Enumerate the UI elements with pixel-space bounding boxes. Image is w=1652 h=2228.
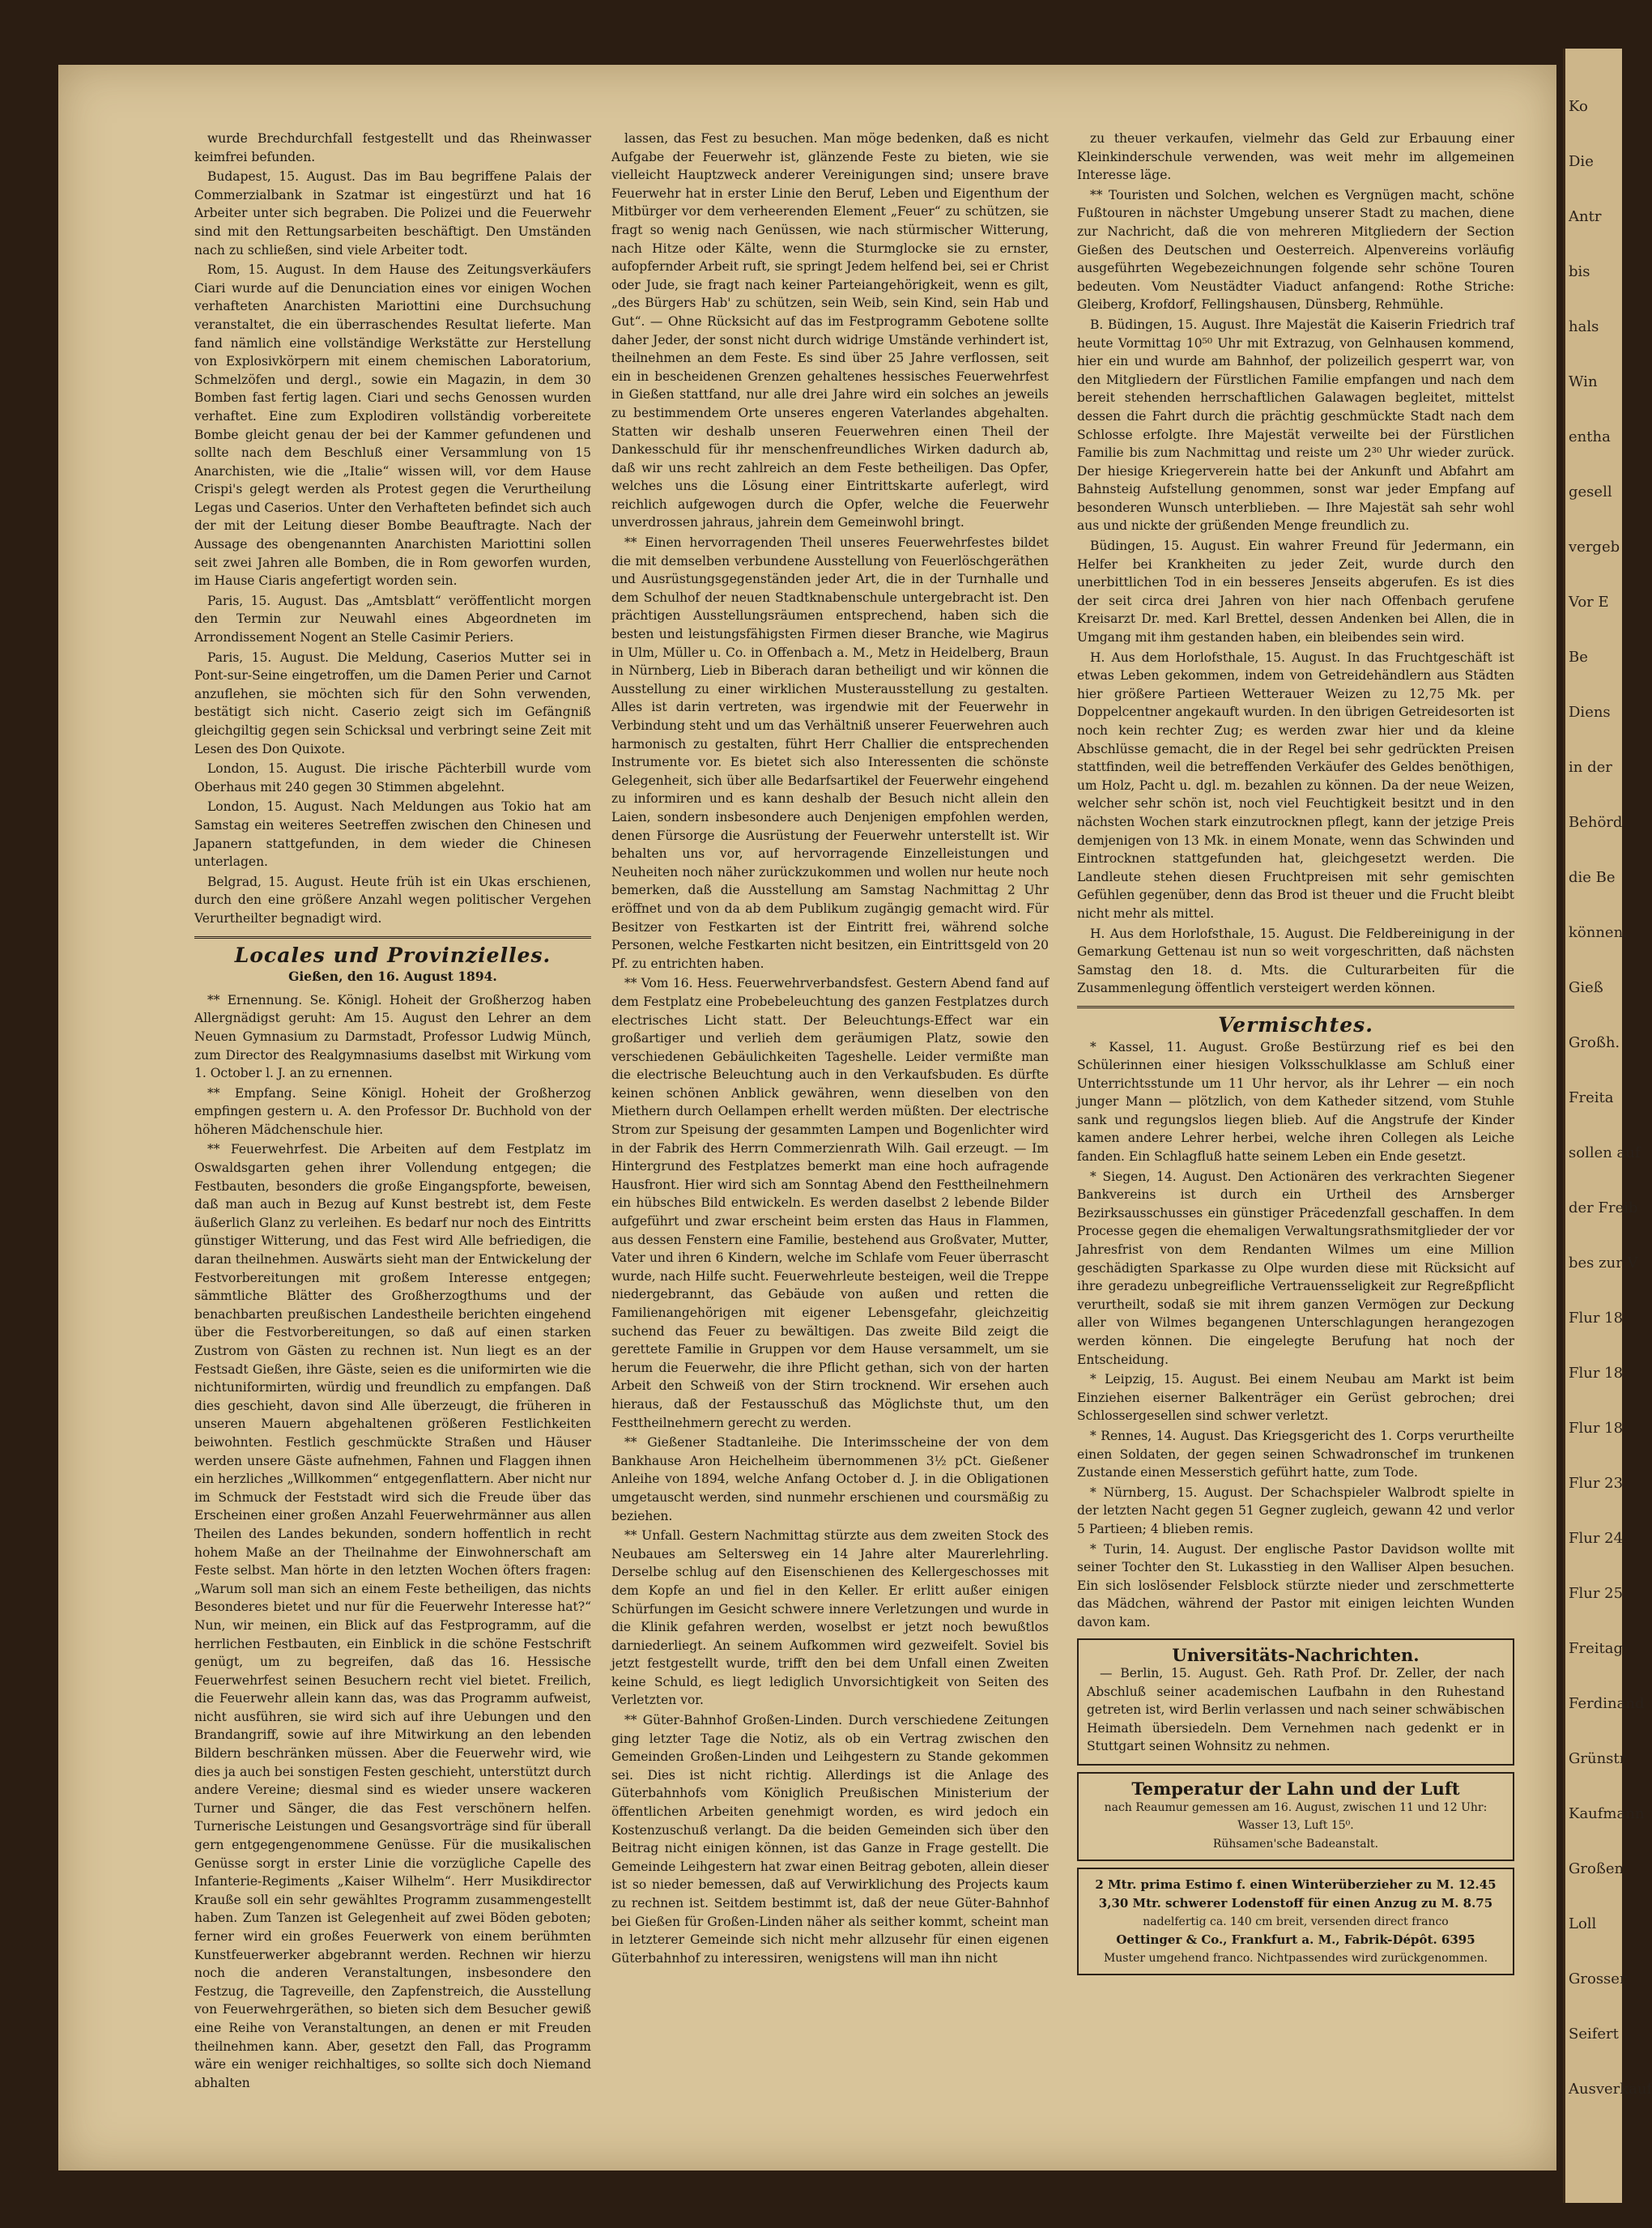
column-1 bbox=[194, 130, 591, 2094]
edge-text: Gieß bbox=[1569, 979, 1603, 996]
dateline: Gießen, den 16. August 1894. bbox=[288, 969, 497, 985]
edge-text: die Be bbox=[1569, 869, 1616, 886]
edge-text: Die bbox=[1569, 153, 1594, 170]
article: * Kassel, 11. August. Große Bestürzung rief es bei den Schülerinnen einer hiesigen Volksschulklasse am Schluß einer Unterrichtsstunde um 11 Uhr hervor, als ihr Lehrer — ein noch junger Mann — plötzlich, von dem Katheder sitzend, vom Stuhle sank und regungslos liegen blieb. Auf die Angstrufe der Kinder kamen andere Lehrer herbei, welche ihren Collegen als Leiche fanden. Ein Schlagfluß hatte seinem Leben ein Ende gesetzt. bbox=[1077, 1039, 1514, 1165]
article: * Nürnberg, 15. August. Der Schachspieler Walbrodt spielte in der letzten Nacht gegen 51 Gegner zugleich, gewann 42 und verlor 5 Partieen; 4 blieben remis. bbox=[1077, 1485, 1514, 1536]
edge-text: Großh. bbox=[1569, 1034, 1620, 1051]
edge-text: der Freib bbox=[1569, 1199, 1638, 1216]
article: B. Büdingen, 15. August. Ihre Majestät die Kaiserin Friedrich traf heute Vormittag 10⁵⁰ Uhr mit Extrazug, von Gelnhausen kommend, hier ein und wurde am Bahnhof, der polizeilich gesperrt war, von den Mitgliedern der Fürstlichen Familie empfangen und nach dem bereit stehenden herrschaftlichen Galawagen begleitet, mittelst dessen die Fahrt durch die prächtig geschmückte Stadt nach dem Schlosse erfolgte. Ihre Majestät verweilte bei der Fürstlichen Familie bis zum Nachmittag und reiste um 2³⁰ Uhr wieder zurück. Der hiesige Kriegerverein hatte bei der Ankunft und Abfahrt am Bahnsteig Aufstellung genommen, sonst war jeder Empfang auf besonderen Wunsch unterblieben. — Ihre Majestät sah sehr wohl aus und nickte der grüßenden Menge freundlich zu. bbox=[1077, 317, 1514, 534]
edge-text: Seifert bbox=[1569, 2026, 1619, 2043]
article: * Rennes, 14. August. Das Kriegsgericht des 1. Corps verurtheilte einen Soldaten, der gegen seinen Schwadronschef im trunkenen Zustande einen Messerstich geführt hatte, zum Tode. bbox=[1077, 1428, 1514, 1480]
ad-line: Muster umgehend franco. Nichtpassendes wird zurückgenommen. bbox=[1103, 1951, 1488, 1965]
article: ** Güter-Bahnhof Großen-Linden. Durch verschiedene Zeitungen ging letzter Tage die Notiz, als ob ein Vertrag zwischen den Gemeinden Großen-Linden und Leihgestern zu Stande gekommen sei. Dies ist nicht richtig. Allerdings ist die Anlage des Güterbahnhofs vom Königlich Preußischen Ministerium der öffentlichen Arbeiten genehmigt worden, es wird jedoch ein Kostenzuschuß verlangt. Da die beiden Gemeinden sich über den Beitrag nicht einigen können, ist das Ganze in Frage gestellt. Die Gemeinde Leihgestern hat zwar einen Beitrag geboten, allein dieser ist so nieder bemessen, daß auf Verwirklichung des Projects kaum zu rechnen ist. Seitdem bestimmt ist, daß der neue Güter-Bahnhof bei Gießen für Großen-Linden näher als seither kommt, scheint man in letzterer Gemeinde sich nicht mehr allzusehr für einen eigenen Güterbahnhof zu interessiren, wenigstens will man ihn nicht bbox=[611, 1713, 1049, 1966]
edge-text: Grünstr bbox=[1569, 1750, 1627, 1767]
edge-text: Flur 25 bbox=[1569, 1585, 1624, 1602]
article: ** Touristen und Solchen, welchen es Vergnügen macht, schöne Fußtouren in nächster Umgebung unserer Stadt zu machen, diene zur Nachricht, daß die von mehreren Mitgliedern der Section Gießen des Deutschen und Oesterreich. Alpenvereins vorläufig ausgeführten Wegebezeichnungen folgende sehr schöne Touren bedeuten. Vom Neustädter Viaduct anfangend: Rothe Striche: Gleiberg, Krofdorf, Fellingshausen, Dünsberg, Rehmühle. bbox=[1077, 187, 1514, 313]
article: ** Ernennung. Se. Königl. Hoheit der Großherzog haben Allergnädigst geruht: Am 15. August den Lehrer an dem Neuen Gymnasium zu Darmstadt, Professor Ludwig Münch, zum Director des Realgymnasiums daselbst mit Wirkung vom 1. October l. J. an zu ernennen. bbox=[194, 992, 591, 1081]
university-news-text: — Berlin, 15. August. Geh. Rath Prof. Dr. Zeller, der nach Abschluß seiner academischen Laufbahn in den Ruhestand getreten ist, wird Berlin verlassen und nach seiner schwäbischen Heimath übersiedeln. Dem Vernehmen nach gedenkt er in Stuttgart seinen Wohnsitz zu nehmen. bbox=[1087, 1666, 1505, 1754]
article: ** Unfall. Gestern Nachmittag stürzte aus dem zweiten Stock des Neubaues am Seltersweg ein 14 Jahre alter Maurerlehrling. Derselbe schlug auf den Eisenschienen des Kellergeschosses mit dem Kopfe an und fiel in den Keller. Er erlitt außer einigen Schürfungen im Gesicht schwere innere Verletzungen und wurde in die Klinik gefahren werden, woselbst er jetzt noch bewußtlos darniederliegt. An seinem Aufkommen wird gezweifelt. Soviel bis jetzt festgestellt wurde, trifft den bei dem Unfall einen Zweiten keine Schuld, es liegt lediglich Unvorsichtigkeit von Seiten des Verletzten vor. bbox=[611, 1528, 1049, 1708]
temperature-line: Wasser 13, Luft 15⁰. bbox=[1237, 1819, 1354, 1833]
article: Büdingen, 15. August. Ein wahrer Freund für Jedermann, ein Helfer bei Krankheiten zu jeder Zeit, wurde durch den unerbittlichen Tod in ein besseres Jenseits abgerufen. Es ist dies der seit circa drei Jahren von hier nach Offenbach gerufene Kreisarzt Dr. med. Karl Brettel, dessen Andenken bei Allen, die in Umgang mit ihm gestanden haben, ein bleibendes sein wird. bbox=[1077, 539, 1514, 645]
edge-text: Ko bbox=[1569, 98, 1588, 115]
university-news-box bbox=[1077, 1638, 1514, 1766]
edge-text: Flur 18 bbox=[1569, 1310, 1624, 1327]
article: London, 15. August. Die irische Pächterbill wurde vom Oberhaus mit 240 gegen 30 Stimmen abgelehnt. bbox=[194, 761, 591, 794]
edge-text: Flur 24 bbox=[1569, 1530, 1624, 1547]
edge-text: hals bbox=[1569, 318, 1599, 335]
temperature-line: Rühsamen'sche Badeanstalt. bbox=[1212, 1837, 1379, 1851]
section-title: Locales und Provinzielles. bbox=[234, 943, 551, 967]
edge-text: können. bbox=[1569, 924, 1628, 941]
edge-text: Antr bbox=[1569, 208, 1602, 225]
article: ** Gießener Stadtanleihe. Die Interimsscheine der von dem Bankhause Aron Heichelheim übernommenen 3½ pCt. Gießener Anleihe von 1894, welche Anfang October d. J. in die Obligationen umgetauscht werden, sind nunmehr erschienen und coursmäßig zu beziehen. bbox=[611, 1435, 1049, 1523]
article: Paris, 15. August. Das „Amtsblatt“ veröffentlicht morgen den Termin zur Neuwahl eines Abgeordneten im Arrondissement Nogent an Stelle Casimir Periers. bbox=[194, 593, 591, 645]
edge-text: Kaufmann bbox=[1569, 1805, 1645, 1822]
column-3 bbox=[1077, 130, 1514, 1982]
edge-text: Freitag bbox=[1569, 1640, 1623, 1657]
edge-text: Loll bbox=[1569, 1915, 1597, 1932]
article: ** Feuerwehrfest. Die Arbeiten auf dem Festplatz im Oswaldsgarten gehen ihrer Vollendung entgegen; die Festbauten, besonders die große Eingangspforte, beweisen, daß man auch in Bezug auf Kunst bestrebt ist, dem Feste äußerlich Glanz zu verleihen. Es bedarf nur noch des Eintritts günstiger Witterung, und das Fest wird Alle befriedigen, die daran theilnehmen. Auswärts sieht man der Entwickelung der Festvorbereitungen mit großem Interesse entgegen; sämmtliche Blätter des Großherzogthums und der benachbarten preußischen Landestheile berichten eingehend über die Festvorbereitungen, so daß auf einen starken Zustrom von Gästen zu rechnen ist. Nun liegt es an der Festsadt Gießen, ihre Gäste, seien es die uniformirten wie die nichtuniformirten, würdig und freundlich zu empfangen. Daß dies geschieht, davon sind Alle überzeugt, die früheren in unseren Mauern abgehaltenen größeren Festlichkeiten beiwohnten. Festlich geschmückte Straßen und Häuser werden unsere Gäste aufnehmen, Fahnen und Flaggen ihnen ein herzliches „Willkommen“ entgegenflattern. Aber nicht nur im Schmuck der Feststadt wird sich die Freude über das Erscheinen einer großen Anzahl Feuerwehrmänner aus allen Theilen des Landes bekunden, sondern hoffentlich in recht hohem Maße an der Theilnahme der Einwohnerschaft am Feste selbst. Man hörte in den letzten Wochen öfters fragen: „Warum soll man sich an einem Feste betheiligen, das nichts Besonderes bietet und nur für die Feuerwehr Interesse hat?“ Nun, wir meinen, ein Blick auf das Festprogramm, auf die herrlichen Festbauten, ein Einblick in die schöne Festschrift genügt, um zu begreifen, daß das 16. Hessische Feuerwehrfest seinen Besuchern recht viel bietet. Freilich, die Feuerwehr allein kann das, was das Programm aufweist, nicht ausführen, sie wird sich auf ihre Uebungen und den Brandangriff, sowie auf ihre Mitwirkung an den lebenden Bildern beschränken müssen. Aber die Feuerwehr wird, wie dies ja auch bei sonstigen Festen geschieht, unterstützt durch andere Vereine; diesmal sind es wieder unsere wackeren Turner und Sänger, die das Fest verschönern helfen. Turnerische Leistungen und Gesangsvorträge sind für überall gern entgegengenommene Genüsse. Für die musikalischen Genüsse sorgt in erster Linie die vorzügliche Capelle des Infanterie-Regiments „Kaiser Wilhelm“. Herr Musikdirector Krauße soll ein sehr gewähltes Programm zusammengestellt haben. Zum Tanzen ist Gelegenheit auf zwei Böden geboten; ferner wird ein großes Feuerwerk von einem berühmten Kunstfeuerwerker abgebrannt werden. Rechnen wir hierzu noch die anderen Veranstaltungen, insbesondere den Festzug, die Tagreveille, den Zapfenstreich, die Ausstellung von Feuerwehrgeräthen, so bieten sich dem Besucher gewiß eine Reihe von Veranstaltungen, an denen er mit Freuden theilnehmen kann. Aber, gesetzt den Fall, das Programm wäre ein weniger reichhaltiges, so sollte sich doch Niemand abhalten bbox=[194, 1142, 591, 2090]
edge-text: Behörd bbox=[1569, 814, 1623, 831]
article: zu theuer verkaufen, vielmehr das Geld zur Erbauung einer Kleinkinderschule verwenden, was weit mehr im allgemeinen Interesse läge. bbox=[1077, 131, 1514, 183]
article: * Turin, 14. August. Der englische Pastor Davidson wollte mit seiner Tochter den St. Lukasstieg in den Walliser Alpen besuchen. Ein sich loslösender Felsblock stürzte nieder und zerschmetterte das Mädchen, während der Pastor mit einigen leichten Wunden davon kam. bbox=[1077, 1541, 1514, 1629]
adjacent-page-edge bbox=[1563, 49, 1652, 2203]
edge-text: Ferdinand bbox=[1569, 1695, 1645, 1712]
edge-text: bes zur V bbox=[1569, 1255, 1638, 1272]
ad-line: nadelfertig ca. 140 cm breit, versenden direct franco bbox=[1143, 1915, 1449, 1928]
article: Rom, 15. August. In dem Hause des Zeitungsverkäufers Ciari wurde auf die Denunciation eines vor einigen Wochen verhafteten Anarchisten Mariottini eine Durchsuchung veranstaltet, die ein überraschendes Resultat lieferte. Man fand nämlich eine vollständige Werkstätte zur Herstellung von Explosivkörpern mit einem chemischen Laboratorium, Schmelzöfen und dergl., sowie ein Magazin, in dem 30 Bomben fast fertig lagen. Ciari und sechs Genossen wurden verhaftet. Eine zum Explodiren vollständig vorbereitete Bombe gleicht genau der bei der Kammer gefundenen und sollte nach dem Beschluß einer Versammlung von 15 Anarchisten, wie die „Italie“ wissen will, vor dem Hause Crispi's gelegt werden als Protest gegen die Verurtheilung Legas und Caserios. Unter den Verhafteten befindet sich auch der mit der Leitung dieser Bombe Beauftragte. Nach der Aussage des obengenannten Anarchisten Mariottini sollen seit zwei Jahren alle Bomben, die in Rom geworfen wurden, im Hause Ciaris angefertigt worden sein. bbox=[194, 262, 591, 589]
article: * Siegen, 14. August. Den Actionären des verkrachten Siegener Bankvereins ist durch ein Urtheil des Arnsberger Bezirksausschusses ein günstiger Präcedenzfall geschaffen. In dem Processe gegen die ehemaligen Verwaltungsrathsmitglieder der vor Jahresfrist von dem Rendanten Wilmes um eine Million geschädigten Sparkasse zu Olpe wurden diese mit Rücksicht auf ihre geradezu unbegreifliche Vertrauensseligkeit zur Regreßpflicht verurtheilt, sodaß sie mit ihrem ganzen Vermögen zur Deckung aller von Wilmes begangenen Unterschlagungen herangezogen werden können. Die eingelegte Berufung hat noch der Entscheidung. bbox=[1077, 1169, 1514, 1367]
temperature-box bbox=[1077, 1772, 1514, 1861]
article: Paris, 15. August. Die Meldung, Caserios Mutter sei in Pont-sur-Seine eingetroffen, um die Damen Perier und Carnot anzuflehen, sie möchten sich für den Sohn verwenden, bestätigt sich nicht. Caserio zeigt sich im Gefängniß gleichgiltig gegen sein Schicksal und verbringt seine Zeit mit Lesen des Don Quixote. bbox=[194, 650, 591, 756]
edge-text: Freita bbox=[1569, 1089, 1614, 1106]
edge-text: Flur 18 bbox=[1569, 1365, 1624, 1382]
edge-text: Be bbox=[1569, 649, 1588, 666]
article: ** Vom 16. Hess. Feuerwehrverbandsfest. Gestern Abend fand auf dem Festplatz eine Probebeleuchtung des ganzen Festplatzes durch electrisches Licht statt. Der Beleuchtungs-Effect war ein großartiger und verlieh dem geräumigen Platz, sowie den verschiedenen Gebäulichkeiten Tageshelle. Leider vermißte man die electrische Beleuchtung auch in den Verkaufsbuden. Es dürfte keinen schönen Anblick gewähren, wenn dieselben von den Miethern durch Oellampen erhellt werden müßten. Der electrische Strom zur Speisung der gesammten Lampen und Bogenlichter wird in der Fabrik des Herrn Commerzienrath Wilh. Gail erzeugt. — Im Hintergrund des Festplatzes bemerkt man eine hoch aufragende Hausfront. Hier wird sich am Sonntag Abend den Festtheilnehmern ein hübsches Bild entwickeln. Es werden daselbst 2 lebende Bilder aufgeführt und zwar erscheint beim ersten das Haus in Flammen, aus dessen Fenstern eine Familie, bestehend aus Großvater, Mutter, Vater und ihren 6 Kindern, welche im Schlafe vom Feuer überrascht wurde, nach Hilfe sucht. Feuerwehrleute besteigen, weil die Treppe niedergebrannt, das Gebäude von außen und retten die Familienangehörigen mit eigener Lebensgefahr, gleichzeitig suchend das Feuer zu bewältigen. Das zweite Bild zeigt die gerettete Familie in Gruppen vor dem Hause versammelt, um sie herum die Feuerwehr, die ihre Pflicht gethan, sich von der harten Arbeit den Schweiß von der Stirn trocknend. Wir ersehen auch hieraus, daß der Festausschuß das Möglichste thut, um den Festtheilnehmern gerecht zu werden. bbox=[611, 976, 1049, 1430]
edge-text: Diens bbox=[1569, 704, 1611, 721]
edge-text: vergeb bbox=[1569, 539, 1620, 556]
ad-line: 3,30 Mtr. schwerer Lodenstoff für einen Anzug zu M. 8.75 bbox=[1098, 1896, 1493, 1911]
edge-text: Flur 18 bbox=[1569, 1420, 1624, 1437]
temperature-title: Temperatur der Lahn und der Luft bbox=[1131, 1779, 1460, 1800]
edge-text: Win bbox=[1569, 373, 1598, 390]
edge-text: entha bbox=[1569, 428, 1611, 445]
ad-line: 2 Mtr. prima Estimo f. einen Winterüberzieher zu M. 12.45 bbox=[1095, 1877, 1497, 1893]
article: Budapest, 15. August. Das im Bau begriffene Palais der Commerzialbank in Szatmar ist eingestürzt und hat 16 Arbeiter unter sich begraben. Die Polizei und die Feuerwehr sind mit den Rettungsarbeiten beschäftigt. Den Umständen nach zu schließen, sind viele Arbeiter todt. bbox=[194, 169, 591, 258]
edge-text: Vor E bbox=[1569, 594, 1609, 611]
edge-text: Ausverkauf bbox=[1569, 2081, 1652, 2098]
article: Belgrad, 15. August. Heute früh ist ein Ukas erschienen, durch den eine größere Anzahl wegen politischer Vergehen Verurtheilter begnadigt wird. bbox=[194, 874, 591, 926]
article: lassen, das Fest zu besuchen. Man möge bedenken, daß es nicht Aufgabe der Feuerwehr ist, glänzende Feste zu bieten, wie sie vielleicht Hauptzweck anderer Vereinigungen sind; unsere brave Feuerwehr hat in erster Linie den Beruf, Leben und Eigenthum der Mitbürger vor dem verheerenden Element „Feuer“ zu schützen, sie fragt so wenig nach Genüssen, wie nach stürmischer Witterung, nach Hitze oder Kälte, wenn die Sturmglocke sie zu ernster, aufopfernder Arbeit ruft, sie springt Jedem helfend bei, sei er Christ oder Jude, sie fragt nach keiner Parteiangehörigkeit, wenn es gilt, „des Bürgers Hab' zu schützen, sein Weib, sein Kind, sein Hab und Gut“. — Ohne Rücksicht auf das im Festprogramm Gebotene sollte daher Jeder, der sonst nicht durch widrige Umstände verhindert ist, theilnehmen an dem Feste. Es sind über 25 Jahre verflossen, seit ein in bescheidenen Grenzen gehaltenes hessisches Feuerwehrfest in Gießen stattfand, nur alle drei Jahre wird ein solches an jeweils zu bestimmendem Orte unseres engeren Vaterlandes abgehalten. Statten wir deshalb unseren Feuerwehren einen Theil der Dankesschuld für ihr menschenfreundliches Wirken dadurch ab, daß wir uns recht zahlreich an dem Feste betheiligen. Das Opfer, welches uns die Lösung einer Eintrittskarte auferlegt, wird reichlich aufgewogen durch die Opfer, welche die Feuerwehr unverdrossen jahraus, jahrein dem Gemeinwohl bringt. bbox=[611, 131, 1049, 530]
ad-line: Oettinger & Co., Frankfurt a. M., Fabrik-Dépôt. 6395 bbox=[1116, 1932, 1475, 1948]
column-2 bbox=[611, 130, 1049, 1969]
temperature-line: nach Reaumur gemessen am 16. August, zwischen 11 und 12 Uhr: bbox=[1104, 1800, 1488, 1814]
article: * Leipzig, 15. August. Bei einem Neubau am Markt ist beim Einziehen eiserner Balkenträger ein Gerüst gebrochen; drei Schlossergesellen sind schwer verletzt. bbox=[1077, 1372, 1514, 1424]
article: wurde Brechdurchfall festgestellt und das Rheinwasser keimfrei befunden. bbox=[194, 131, 591, 164]
edge-text: Grosser bbox=[1569, 1970, 1627, 1987]
article: ** Empfang. Seine Königl. Hoheit der Großherzog empfingen gestern u. A. den Professor Dr. Buchhold von der höheren Mädchenschule hier. bbox=[194, 1085, 591, 1137]
edge-text: in der bbox=[1569, 759, 1612, 776]
edge-text: bis bbox=[1569, 263, 1590, 280]
edge-text: Flur 23 bbox=[1569, 1475, 1624, 1492]
divider bbox=[194, 936, 591, 939]
edge-text: Großen bbox=[1569, 1860, 1624, 1877]
section-title: Vermischtes. bbox=[1218, 1012, 1373, 1037]
divider bbox=[1077, 1006, 1514, 1008]
university-news-title: Universitäts-Nachrichten. bbox=[1172, 1644, 1420, 1665]
article: London, 15. August. Nach Meldungen aus Tokio hat am Samstag ein weiteres Seetreffen zwischen den Chinesen und Japanern stattgefunden, in dem wieder die Chinesen unterlagen. bbox=[194, 799, 591, 870]
advertisement-box bbox=[1077, 1868, 1514, 1975]
article: H. Aus dem Horlofsthale, 15. August. In das Fruchtgeschäft ist etwas Leben gekommen, indem von Getreidehändlern aus Städten hier größere Partieen Wetterauer Weizen zu 12,75 Mk. per Doppelcentner angekauft wurden. In den übrigen Getreidesorten ist noch kein rechter Zug; es werden zwar hier und da kleine Abschlüsse gemacht, die in der Regel bei sehr gedrückten Preisen stattfinden, weil die betreffenden Verkäufer des Geldes benöthigen, um Holz, Pacht u. dgl. m. bezahlen zu können. Da der neue Weizen, welcher sehr schön ist, noch viel Feuchtigkeit besitzt und in den nächsten Wochen stark einzutrocknen pflegt, kann der jetzige Preis demjenigen von 13 Mk. in einem Monate, wenn das Schwinden und Eintrocknen stattgefunden hat, gleichgesetzt werden. Die Landleute stehen diesen Fruchtpreisen mit sehr gemischten Gefühlen gegenüber, denn das Brod ist theuer und die Frucht bleibt nicht mehr als mittel. bbox=[1077, 650, 1514, 921]
article: H. Aus dem Horlofsthale, 15. August. Die Feldbereinigung in der Gemarkung Gettenau ist nun so weit vorgeschritten, daß nächsten Samstag den 18. d. Mts. die Culturarbeiten für die Zusammenlegung öffentlich versteigert werden können. bbox=[1077, 926, 1514, 996]
article: ** Einen hervorragenden Theil unseres Feuerwehrfestes bildet die mit demselben verbundene Ausstellung von Feuerlöschgeräthen und Ausrüstungsgegenständen jeder Art, die in der Turnhalle und dem Schulhof der neuen Stadtknabenschule untergebracht ist. Den prächtigen Ausstellungsräumen entsprechend, haben sich die besten und leistungsfähigsten Firmen dieser Branche, wie Magirus in Ulm, Müller u. Co. in Offenbach a. M., Metz in Heidelberg, Braun in Nürnberg, Lieb in Biberach daran betheiligt und wir können die Ausstellung zu einer wirklichen Musterausstellung zu gestalten. Alles ist darin vertreten, was irgendwie mit der Feuerwehr in Verbindung steht und um das Verhältniß unserer Feuerwehren auch harmonisch zu gestalten, führt Herr Challier die entsprechenden Instrumente vor. Es bietet sich also Interessenten die schönste Gelegenheit, sich über alle Bedarfsartikel der Feuerwehr eingehend zu informiren und es kann deshalb der Besuch nicht allein den Laien, sondern insbesondere auch Denjenigen empfohlen werden, denen Fürsorge die Ausrüstung der Feuerwehr unterstellt ist. Wir behalten uns vor, auf hervorragende Einzelleistungen und Neuheiten noch näher zurückzukommen und wollen nur heute noch bemerken, daß die Ausstellung am Samstag Nachmittag 2 Uhr eröffnet und von da ab dem Publikum zugängig gemacht wird. Für Besitzer von Festkarten ist der Eintritt frei, während solche Personen, welche Festkarten nicht besitzen, ein Eintrittsgeld von 20 Pf. zu entrichten haben. bbox=[611, 535, 1049, 971]
edge-text: sollen auf bbox=[1569, 1144, 1641, 1161]
edge-text: gesell bbox=[1569, 484, 1612, 501]
